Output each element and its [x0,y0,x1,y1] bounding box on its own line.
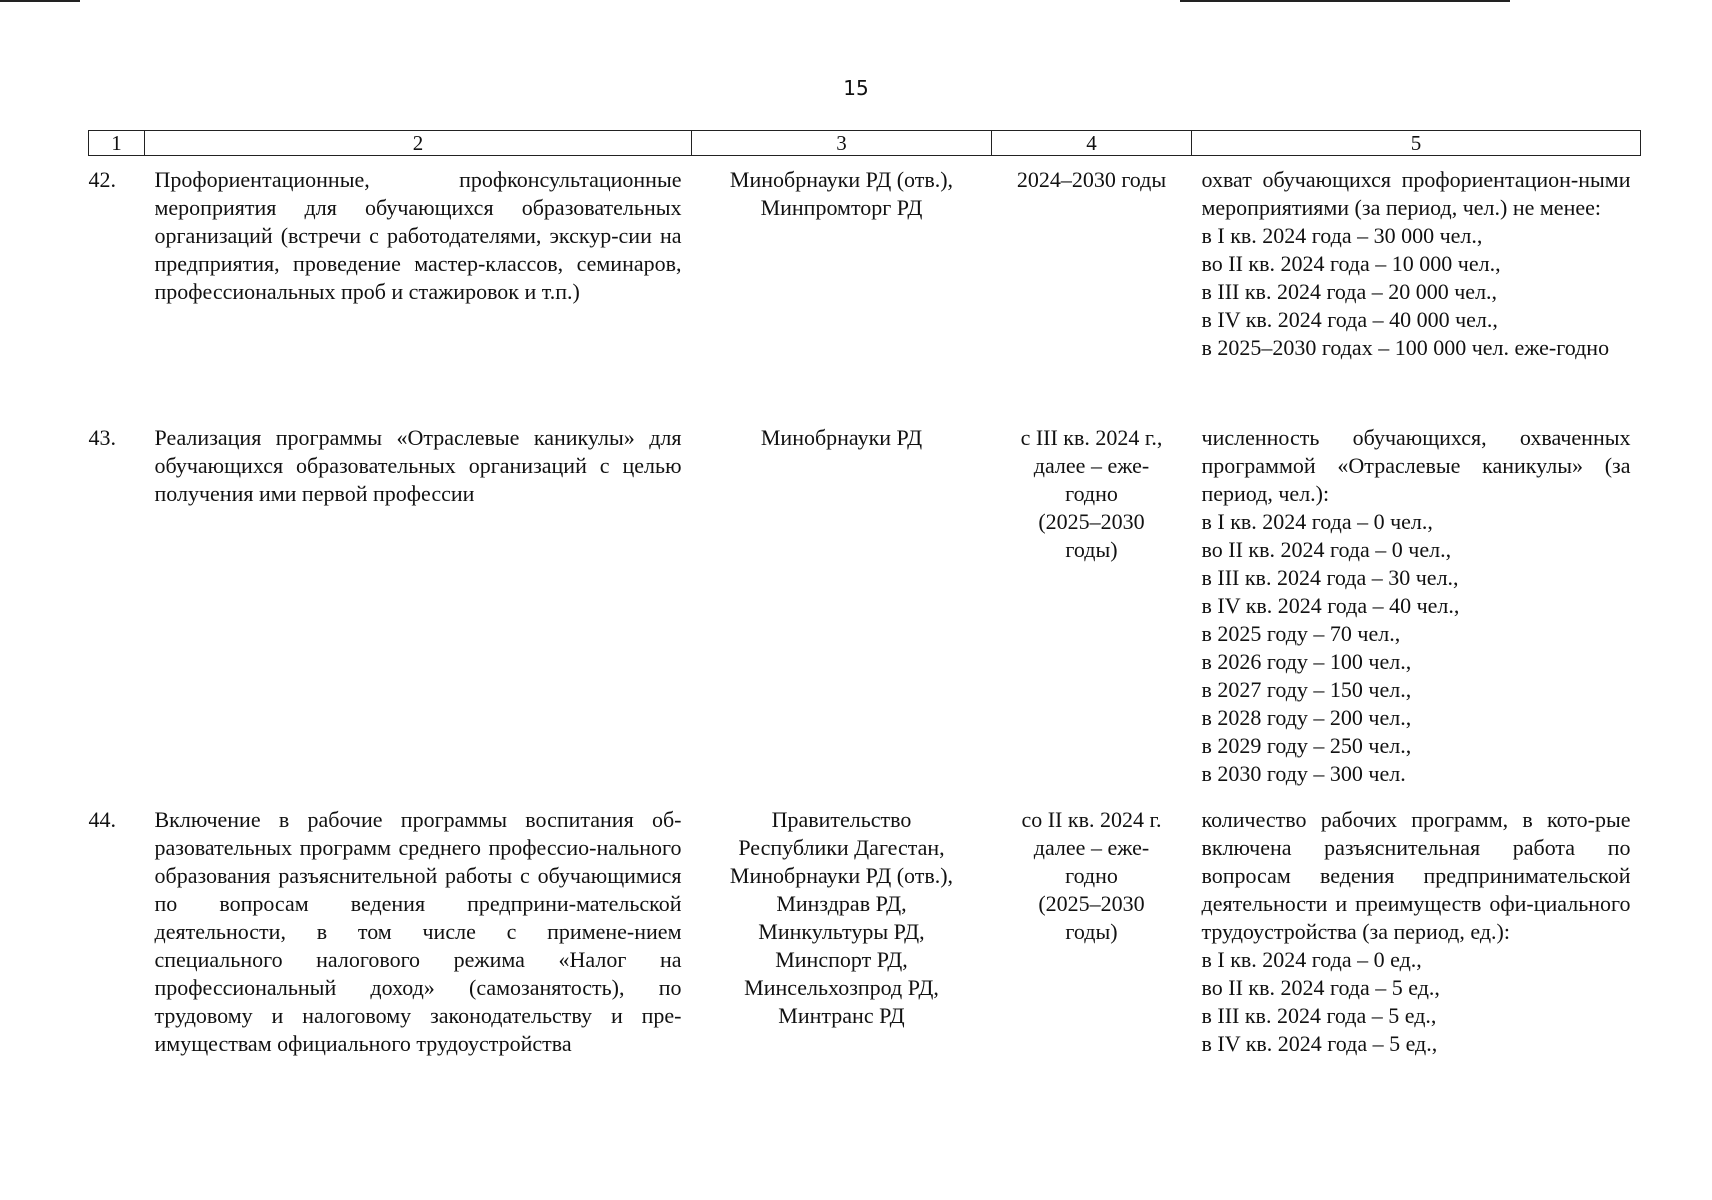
row-number: 43. [88,425,116,450]
measure-description [145,424,692,806]
header-col-1: 1 [89,131,145,156]
result-line: в IV кв. 2024 года – 5 ед., [1201,1031,1438,1056]
row-number: 42. [88,167,116,192]
result-line: в III кв. 2024 года – 5 ед., [1201,1003,1437,1028]
result-line: в I кв. 2024 года – 30 000 чел., [1201,223,1483,248]
result-line: в 2029 году – 250 чел., [1201,733,1412,758]
implementation-term [992,806,1192,1058]
responsible-executors [692,806,992,1058]
page-number: 15 [843,76,869,100]
table-row [89,806,1641,1058]
result-line: в I кв. 2024 года – 0 ед., [1201,947,1422,972]
responsible-executors [692,424,992,806]
term-text: 2024–2030 годы [1016,167,1167,192]
result-line: во II кв. 2024 года – 5 ед., [1201,975,1440,1000]
header-col-4: 4 [992,131,1192,156]
term-text: со II кв. 2024 г. далее – еже- годно (2025–2030 годы) [1021,807,1162,944]
implementation-term [992,424,1192,806]
expected-result [1192,424,1641,806]
implementation-term [992,156,1192,425]
result-line: в 2026 году – 100 чел., [1201,649,1412,674]
result-line: в 2030 году – 300 чел. [1201,761,1406,786]
result-line: в III кв. 2024 года – 20 000 чел., [1201,279,1498,304]
result-line: в I кв. 2024 года – 0 чел., [1201,509,1433,534]
expected-result [1192,156,1641,425]
result-line: количество рабочих программ, в кото-рые включена разъяснительная работа по вопросам ведения предпринимательской деятельности и преимуществ офи-циального трудоустройства (за период, ед.): [1201,807,1631,944]
result-line: в IV кв. 2024 года – 40 000 чел., [1201,307,1498,332]
description-text: Включение в рабочие программы воспитания об-разовательных программ среднего профессио-нального образования разъяснительной работы с обучающимися по вопросам ведения предприни-мательской деятельности, в том числе с примене-нием специального налогового режима «Налог на профессиональный доход» (самозанятость), по трудовому и налоговому законодательству и пре-имуществам официального трудоустройства [154,807,682,1056]
responsible-text: Минобрнауки РД [760,425,923,450]
top-border-left [0,0,80,2]
result-line: в 2028 году – 200 чел., [1201,705,1412,730]
result-line: охват обучающихся профориентацион-ными мероприятиями (за период, чел.) не менее: [1201,167,1631,220]
result-line: в IV кв. 2024 года – 40 чел., [1201,593,1460,618]
result-line: в 2025–2030 годах – 100 000 чел. еже-годно [1201,335,1610,360]
measures-table [88,130,1641,1058]
description-text: Профориентационные, профконсультационные мероприятия для обучающихся образовательных организаций (встречи с работодателями, экскур-сии на предприятия, проведение мастер-классов, семинаров, профессиональных проб и стажировок и т.п.) [154,167,682,304]
responsible-executors [692,156,992,425]
row-number: 44. [88,807,116,832]
result-line: в 2025 году – 70 чел., [1201,621,1401,646]
header-col-2: 2 [145,131,692,156]
top-border-right [1180,0,1510,2]
term-text: с III кв. 2024 г., далее – еже- годно (2025–2030 годы) [1020,425,1163,562]
header-col-3: 3 [692,131,992,156]
result-line: численность обучающихся, охваченных программой «Отраслевые каникулы» (за период, чел.): [1201,425,1631,506]
header-col-5: 5 [1192,131,1641,156]
result-line: во II кв. 2024 года – 10 000 чел., [1201,251,1501,276]
table-row [89,424,1641,806]
responsible-text: Минобрнауки РД (отв.), Минпромторг РД [729,167,954,220]
result-line: в III кв. 2024 года – 30 чел., [1201,565,1459,590]
measure-description [145,156,692,425]
measure-description [145,806,692,1058]
result-line: в 2027 году – 150 чел., [1201,677,1412,702]
header-row [89,131,1641,156]
table-row [89,156,1641,425]
description-text: Реализация программы «Отраслевые каникулы» для обучающихся образовательных организаций с целью получения ими первой профессии [154,425,682,506]
expected-result [1192,806,1641,1058]
responsible-text: Правительство Республики Дагестан, Минобрнауки РД (отв.), Минздрав РД, Минкультуры РД, Минспорт РД, Минсельхозпрод РД, Минтранс РД [729,807,954,1028]
result-line: во II кв. 2024 года – 0 чел., [1201,537,1452,562]
